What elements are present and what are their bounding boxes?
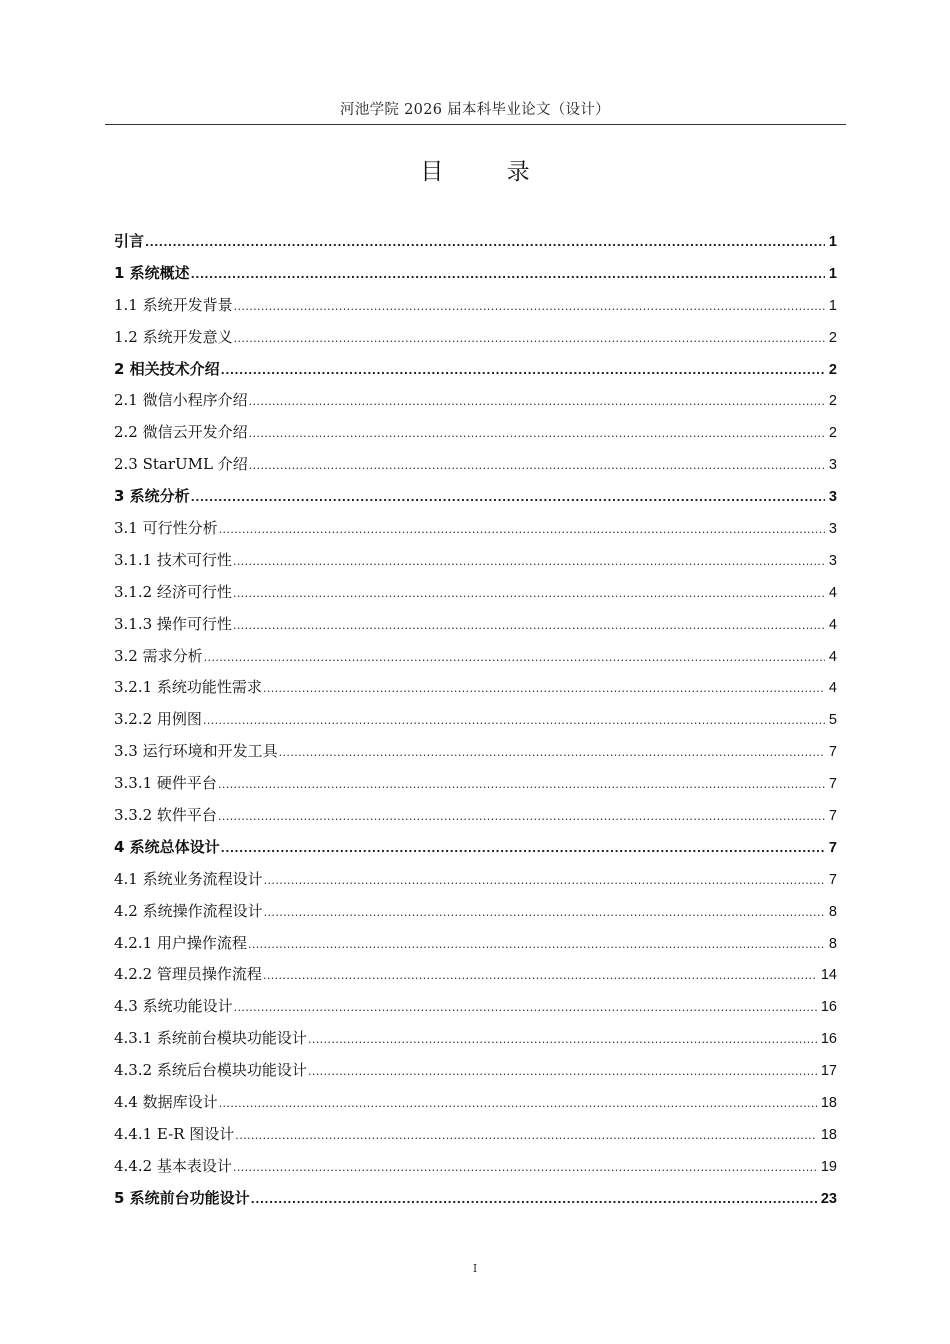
toc-entry-label: 4.2.1 用户操作流程 [114,933,247,952]
toc-entry-label: 2 相关技术介绍 [114,359,220,378]
toc-entry[interactable] [114,736,837,768]
toc-entry-label: 4.2.2 管理员操作流程 [114,965,262,984]
toc-dot-leader [221,832,825,865]
toc-entry[interactable] [114,896,837,928]
toc-dot-leader [279,736,825,769]
toc-entry-page: 18 [820,1095,837,1112]
toc-dot-leader [219,1087,817,1120]
toc-entry-label: 2.3 StarUML 介绍 [114,455,248,474]
toc-entry[interactable] [114,322,837,354]
toc-dot-leader [308,1055,817,1088]
toc-dot-leader [191,481,825,514]
toc-dot-leader [264,896,825,929]
toc-entry[interactable] [114,768,837,800]
toc-entry-label: 4.3.1 系统前台模块功能设计 [114,1029,307,1048]
toc-entry[interactable] [114,1119,837,1151]
toc-entry[interactable] [114,1055,837,1087]
toc-entry[interactable] [114,641,837,673]
toc-entry-label: 3.2 需求分析 [114,646,203,665]
toc-entry-page: 4 [828,616,837,633]
toc-dot-leader [233,545,825,578]
toc-entry-label: 1.1 系统开发背景 [114,295,233,314]
toc-entry-page: 1 [828,234,837,250]
toc-entry-page: 5 [828,712,837,729]
toc-entry-label: 3.3.1 硬件平台 [114,774,217,793]
toc-entry-label: 3.1.1 技术可行性 [114,550,232,569]
toc-entry-label: 3 系统分析 [114,487,190,506]
toc-dot-leader [191,258,825,291]
toc-dot-leader [204,641,825,674]
toc-entry[interactable] [114,449,837,481]
toc-entry[interactable] [114,1183,837,1215]
toc-dot-leader [249,449,825,482]
toc-entry-page: 2 [828,329,837,346]
toc-entry[interactable] [114,1151,837,1183]
toc-entry-page: 2 [828,425,837,442]
toc-entry-label: 3.1 可行性分析 [114,519,218,538]
toc-entry-label: 4.1 系统业务流程设计 [114,869,263,888]
toc-entry[interactable] [114,609,837,641]
toc-entry-label: 4.3.2 系统后台模块功能设计 [114,1061,307,1080]
toc-entry-page: 2 [828,361,837,378]
toc-dot-leader [248,928,825,961]
toc-entry-page: 1 [828,297,837,314]
toc-dot-leader [219,513,825,546]
toc-dot-leader [145,226,825,259]
toc-entry-label: 3.1.3 操作可行性 [114,614,232,633]
toc-entry-page: 19 [820,1158,837,1175]
toc-entry-page: 3 [828,521,837,538]
toc-entry-page: 3 [828,457,837,474]
toc-entry-page: 2 [828,393,837,410]
toc-entry-page: 23 [820,1190,837,1207]
toc-entry-page: 3 [828,489,837,506]
toc-dot-leader [218,768,825,801]
toc-entry-label: 2.1 微信小程序介绍 [114,391,248,410]
toc-entry[interactable] [114,417,837,449]
toc-entry-label: 4.4 数据库设计 [114,1093,218,1112]
toc-entry-page: 7 [828,776,837,793]
toc-dot-leader [235,1119,817,1152]
toc-entry-page: 4 [828,584,837,601]
toc-dot-leader [234,991,817,1024]
toc-entry-page: 8 [828,935,837,952]
toc-entry[interactable] [114,226,837,258]
toc-entry[interactable] [114,864,837,896]
toc-dot-leader [203,704,825,737]
toc-entry[interactable] [114,959,837,991]
toc-dot-leader [249,417,825,450]
toc-entry-label: 2.2 微信云开发介绍 [114,423,248,442]
toc-entry-page: 7 [828,871,837,888]
toc-entry-page: 3 [828,552,837,569]
toc-entry[interactable] [114,704,837,736]
toc-title: 目 录 [420,159,558,185]
toc-entry-page: 16 [820,1031,837,1048]
toc-entry-page: 18 [820,1126,837,1143]
toc-entry-label: 1.2 系统开发意义 [114,327,233,346]
header-rule [105,124,846,125]
toc-entry-label: 4.4.1 E-R 图设计 [114,1124,235,1143]
toc-dot-leader [308,1023,817,1056]
toc-dot-leader [233,577,825,610]
toc-dot-leader [221,354,825,387]
toc-entry[interactable] [114,545,837,577]
toc-dot-leader [233,609,825,642]
toc-dot-leader [264,864,825,897]
toc-entry-page: 7 [828,839,837,856]
toc-dot-leader [218,800,825,833]
toc-entry-page: 14 [820,967,837,984]
toc-entry[interactable] [114,1087,837,1119]
toc-entry-page: 4 [828,648,837,665]
toc-entry[interactable] [114,258,837,290]
toc-entry-label: 3.1.2 经济可行性 [114,582,232,601]
toc-dot-leader [249,385,825,418]
toc-dot-leader [263,959,817,992]
toc-entry[interactable] [114,991,837,1023]
toc-entry-label: 3.3.2 软件平台 [114,806,217,825]
toc-entry[interactable] [114,513,837,545]
toc-entry[interactable] [114,481,837,513]
page-number: I [472,1262,478,1275]
toc-dot-leader [233,1151,817,1184]
toc-entry-page: 7 [828,744,837,761]
toc-entry-label: 4 系统总体设计 [114,837,220,856]
toc-entry[interactable] [114,354,837,386]
toc-entry[interactable] [114,577,837,609]
toc-entry-page: 4 [828,680,837,697]
toc-entry-label: 1 系统概述 [114,263,190,282]
toc-dot-leader [263,672,825,705]
toc-dot-leader [234,290,825,323]
toc-entry-label: 引言 [114,232,145,250]
toc-entry[interactable] [114,1023,837,1055]
toc-entry-page: 1 [828,265,837,282]
toc-entry-label: 5 系统前台功能设计 [114,1188,250,1207]
toc-entry[interactable] [114,928,837,960]
toc-entry-label: 3.2.1 系统功能性需求 [114,678,262,697]
toc-entry-page: 8 [828,903,837,920]
toc-dot-leader [234,322,825,355]
toc-entry-page: 17 [820,1063,837,1080]
toc-entry[interactable] [114,672,837,704]
toc-entry[interactable] [114,832,837,864]
toc-entry[interactable] [114,800,837,832]
toc-entry[interactable] [114,290,837,322]
toc-entry[interactable] [114,385,837,417]
toc-dot-leader [251,1183,817,1216]
toc-entry-label: 3.3 运行环境和开发工具 [114,742,278,761]
toc-entry-label: 4.3 系统功能设计 [114,997,233,1016]
running-header: 河池学院 2026 届本科毕业论文（设计） [340,102,610,118]
toc-entry-page: 16 [820,999,837,1016]
toc-entry-label: 3.2.2 用例图 [114,710,202,729]
toc-entry-label: 4.2 系统操作流程设计 [114,901,263,920]
toc-entry-label: 4.4.2 基本表设计 [114,1156,232,1175]
table-of-contents [114,226,837,1215]
toc-entry-page: 7 [828,808,837,825]
